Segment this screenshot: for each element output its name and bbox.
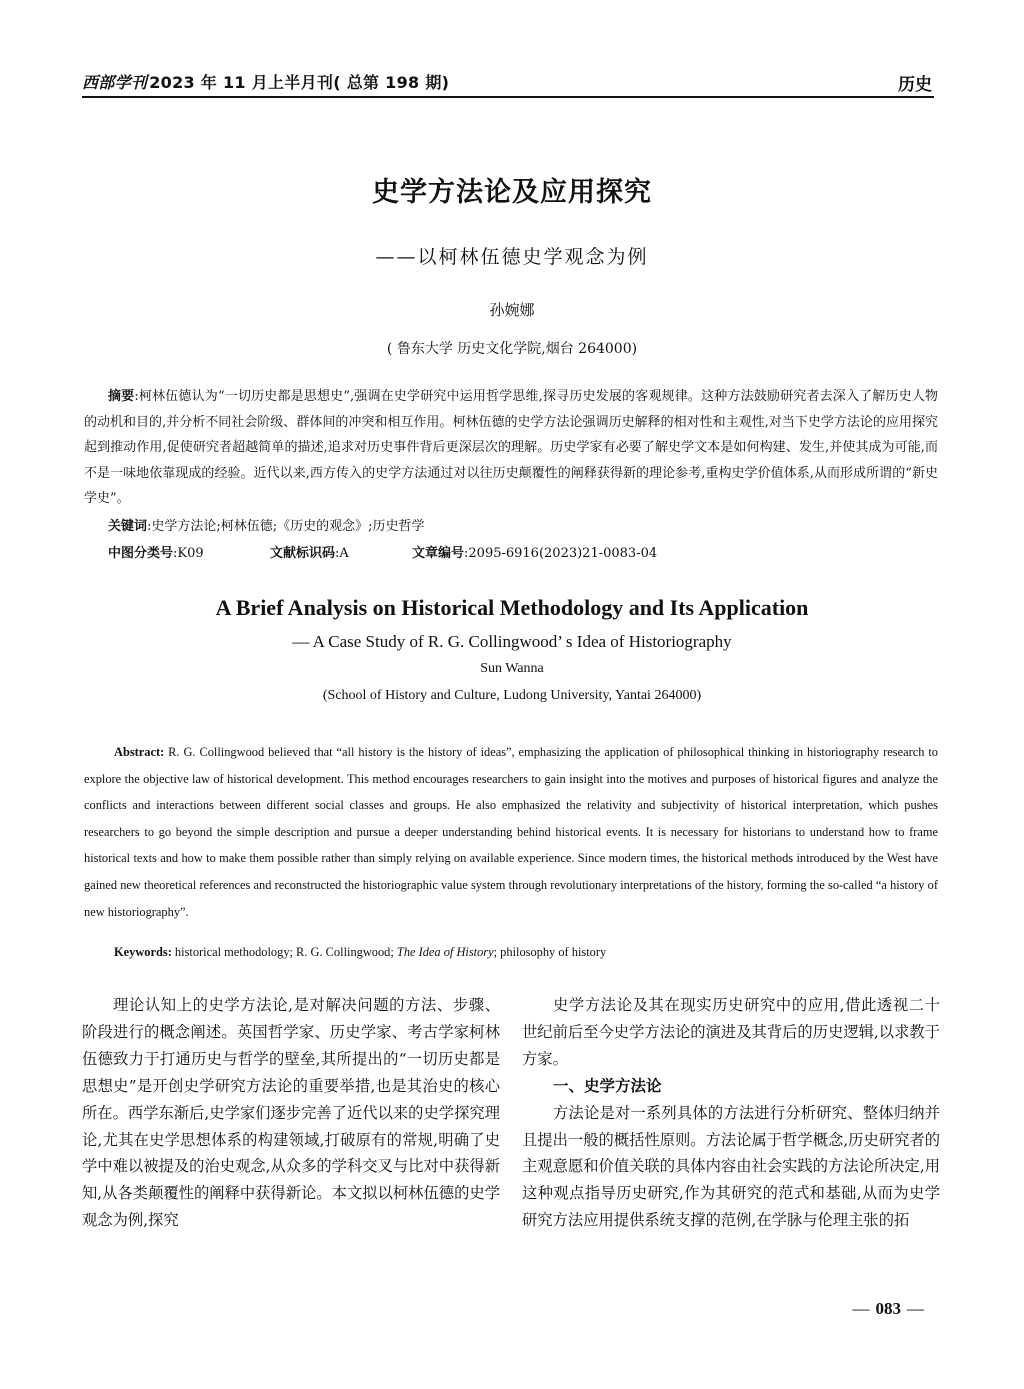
abstract-cn-label: 摘要 [108, 389, 135, 404]
running-header [82, 70, 449, 93]
article-title-cn: 史学方法论及应用探究 [372, 177, 652, 208]
header-divider [82, 96, 934, 98]
affiliation-en: (School of History and Culture, Ludong University, Yantai 264000) [322, 688, 702, 703]
keywords-cn-text: :史学方法论;柯林伍德;《历史的观念》;历史哲学 [147, 519, 425, 534]
article-subtitle-en: — A Case Study of R. G. Collingwood’ s Idea of Historiography [292, 632, 732, 651]
clc-code: 中图分类号:K09 [108, 546, 204, 561]
article-title-en: A Brief Analysis on Historical Methodology and Its Application [215, 595, 809, 620]
keywords-en-label: Keywords: [114, 945, 172, 959]
keywords-en: Keywords: historical methodology; R. G. Collingwood; The Idea of History; philosophy of history [114, 945, 607, 959]
abstract-en-text: R. G. Collingwood believed that “all history is the history of ideas”, emphasizing the application of philosophical thinking in historiography research to explore the objective law of historical development. This method encourages researchers to gain insight into the motives and purposes of historical figures and analyze the conflicts and interactions between different social classes and groups. He also emphasized the relativity and subjectivity of historical interpretation, which pushes researchers to go beyond the simple description and pursue a deeper understanding behind historical events. It is necessary for historians to understand how to frame historical texts and how to make them possible rather than simply relying on available experience. Since modern times, the historical methods introduced by the West have gained new theoretical references and reconstructed the historiographic value system through revolutionary interpretations of the history, forming the so-called “a history of new historiography”. [84, 745, 938, 919]
body-paragraph: 方法论是对一系列具体的方法进行分析研究、整体归纳并且提出一般的概括性原则。方法论属于哲学概念,历史研究者的主观意愿和价值关联的具体内容由社会实践的方法论所决定,用这种观点指导历史研究,作为其研究的范式和基础,从而为史学研究方法应用提供系统支撑的范例,在学脉与伦理主张的拓 [522, 1103, 940, 1230]
author-name-cn: 孙婉娜 [489, 301, 535, 319]
keywords-cn [108, 515, 425, 534]
document-code: 文献标识码:A [270, 546, 349, 561]
author-name-en: Sun Wanna [480, 661, 544, 676]
body-paragraph: 史学方法论及其在现实历史研究中的应用,借此透视二十世纪前后至今史学方法论的演进及其背后的历史逻辑,以求教于方家。 [522, 996, 940, 1068]
section-label: 历史 [898, 75, 932, 95]
body-column-right [522, 992, 940, 1234]
abstract-en-label: Abstract: [114, 745, 165, 759]
abstract-cn-text: :柯林伍德认为“一切历史都是思想史”,强调在史学研究中运用哲学思维,探寻历史发展的客观规律。这种方法鼓励研究者去深入了解历史人物的动机和目的,并分析不同社会阶级、群体间的冲突和相互作用。柯林伍德的史学方法论强调历史解释的相对性和主观性,对当下史学方法论的应用探究起到推动作用,促使研究者超越简单的描述,追求对历史事件背后更深层次的理解。历史学家有必要了解史学文本是如何构建、发生,并使其成为可能,而不是一味地依靠现成的经验。近代以来,西方传入的史学方法通过对以往历史颠覆性的阐释获得新的理论参考,重构史学价值体系,从而形成所谓的“新史学史”。 [84, 389, 938, 507]
page-number: — 083 — [852, 1299, 924, 1318]
section-heading: 一、史学方法论 [553, 1076, 662, 1095]
body-column-left [82, 992, 500, 1234]
keywords-cn-label: 关键词 [108, 519, 148, 534]
journal-name: 西部学刊 [82, 73, 148, 92]
issue-info: 2023 年 11 月上半月刊( 总第 198 期) [149, 73, 450, 92]
abstract-cn [84, 384, 938, 512]
abstract-en [84, 739, 938, 925]
affiliation-cn: ( 鲁东大学 历史文化学院,烟台 264000) [386, 341, 638, 357]
article-number: 文章编号:2095-6916(2023)21-0083-04 [412, 546, 658, 561]
classification-line [108, 542, 808, 561]
body-paragraph: 理论认知上的史学方法论,是对解决问题的方法、步骤、阶段进行的概念阐述。英国哲学家、历史学家、考古学家柯林伍德致力于打通历史与哲学的壁垒,其所提出的“一切历史都是思想史”是开创史学研究方法论的重要举措,也是其治史的核心所在。西学东渐后,史学家们逐步完善了近代以来的史学探究理论,尤其在史学思想体系的构建领域,打破原有的常规,明确了史学中难以被提及的治史观念,从众多的学科交叉与比对中获得新知,从各类颠覆性的阐释中获得新论。本文拟以柯林伍德的史学观念为例,探究 [82, 996, 500, 1230]
book-title: The Idea of History [396, 945, 494, 959]
article-subtitle-cn: ——以柯林伍德史学观念为例 [375, 246, 649, 268]
